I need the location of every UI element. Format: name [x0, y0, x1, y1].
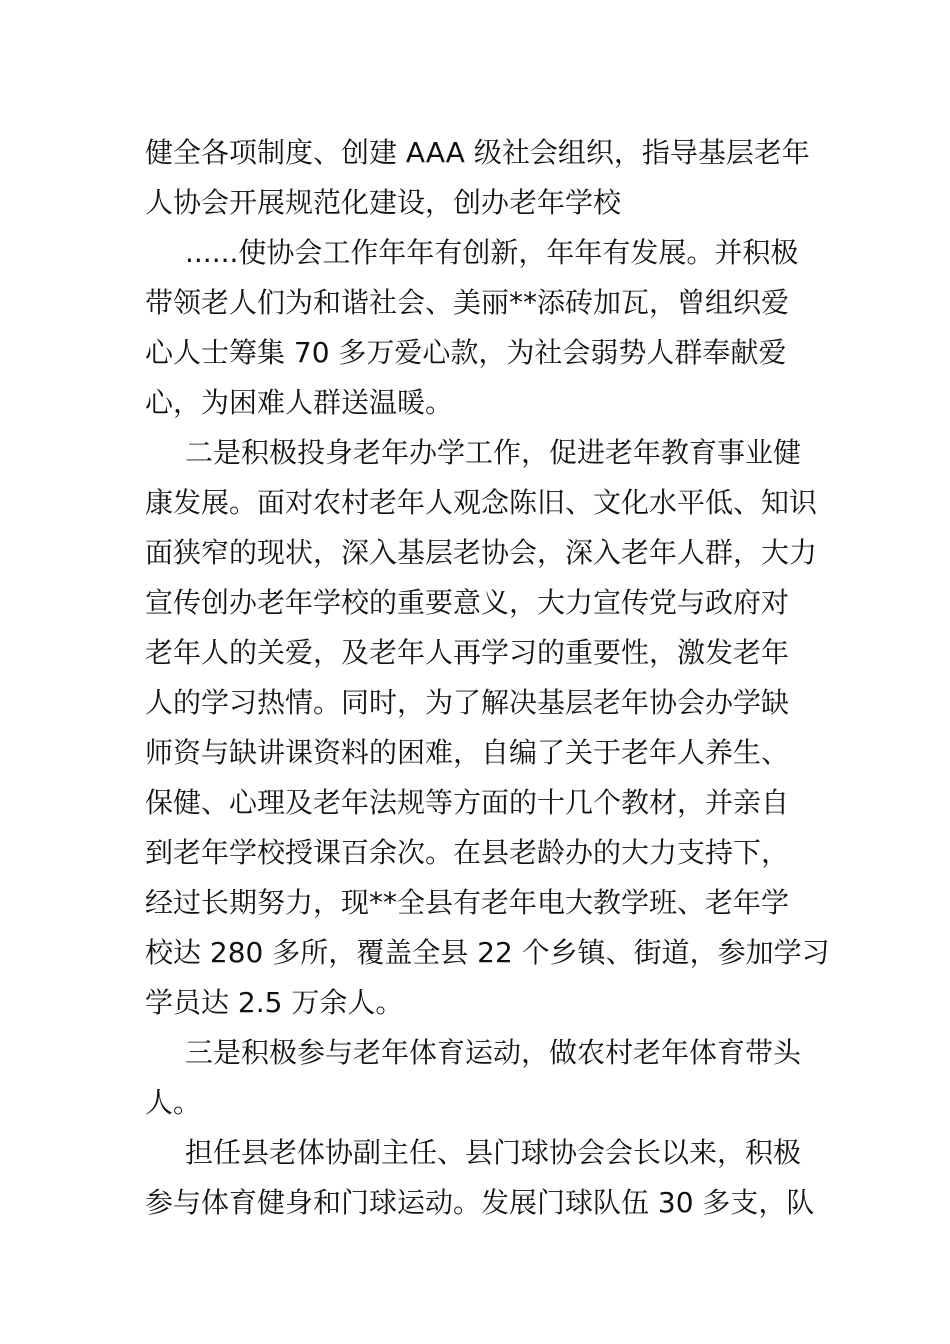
text-line: 带领老人们为和谐社会、美丽**添砖加瓦，曾组织爱 [145, 286, 790, 319]
text-line: 学员达 2.5 万余人。 [145, 986, 404, 1019]
text-line: 心人士筹集 70 多万爱心款，为社会弱势人群奉献爱 [145, 336, 787, 369]
text-line: 校达 280 多所，覆盖全县 22 个乡镇、街道，参加学习 [145, 936, 830, 969]
text-line: 人的学习热情。同时，为了解决基层老年协会办学缺 [145, 686, 790, 719]
text-line: 面狭窄的现状，深入基层老协会，深入老年人群，大力 [145, 536, 818, 569]
text-line: ......使协会工作年年有创新，年年有发展。并积极 [185, 236, 799, 269]
text-line: 宣传创办老年学校的重要意义，大力宣传党与政府对 [145, 586, 790, 619]
text-line: 二是积极投身老年办学工作，促进老年教育事业健 [185, 436, 802, 469]
text-line: 保健、心理及老年法规等方面的十几个教材，并亲自 [145, 786, 790, 819]
text-line: 师资与缺讲课资料的困难，自编了关于老年人养生、 [145, 736, 790, 769]
text-line: 人协会开展规范化建设，创办老年学校 [145, 186, 622, 219]
text-line: 到老年学校授课百余次。在县老龄办的大力支持下， [145, 836, 790, 869]
document-body [145, 128, 830, 1228]
text-line: 三是积极参与老年体育运动，做农村老年体育带头 [185, 1036, 802, 1069]
text-line: 人。 [145, 1086, 202, 1119]
text-line: 健全各项制度、创建 AAA 级社会组织，指导基层老年 [145, 136, 810, 169]
text-line: 老年人的关爱，及老年人再学习的重要性，激发老年 [145, 636, 790, 669]
text-line: 心，为困难人群送温暖。 [145, 386, 454, 419]
text-line: 经过长期努力，现**全县有老年电大教学班、老年学 [145, 886, 790, 919]
text-line: 参与体育健身和门球运动。发展门球队伍 30 多支，队 [145, 1186, 815, 1219]
text-line: 担任县老体协副主任、县门球协会会长以来，积极 [185, 1136, 802, 1169]
text-line: 康发展。面对农村老年人观念陈旧、文化水平低、知识 [145, 486, 818, 519]
